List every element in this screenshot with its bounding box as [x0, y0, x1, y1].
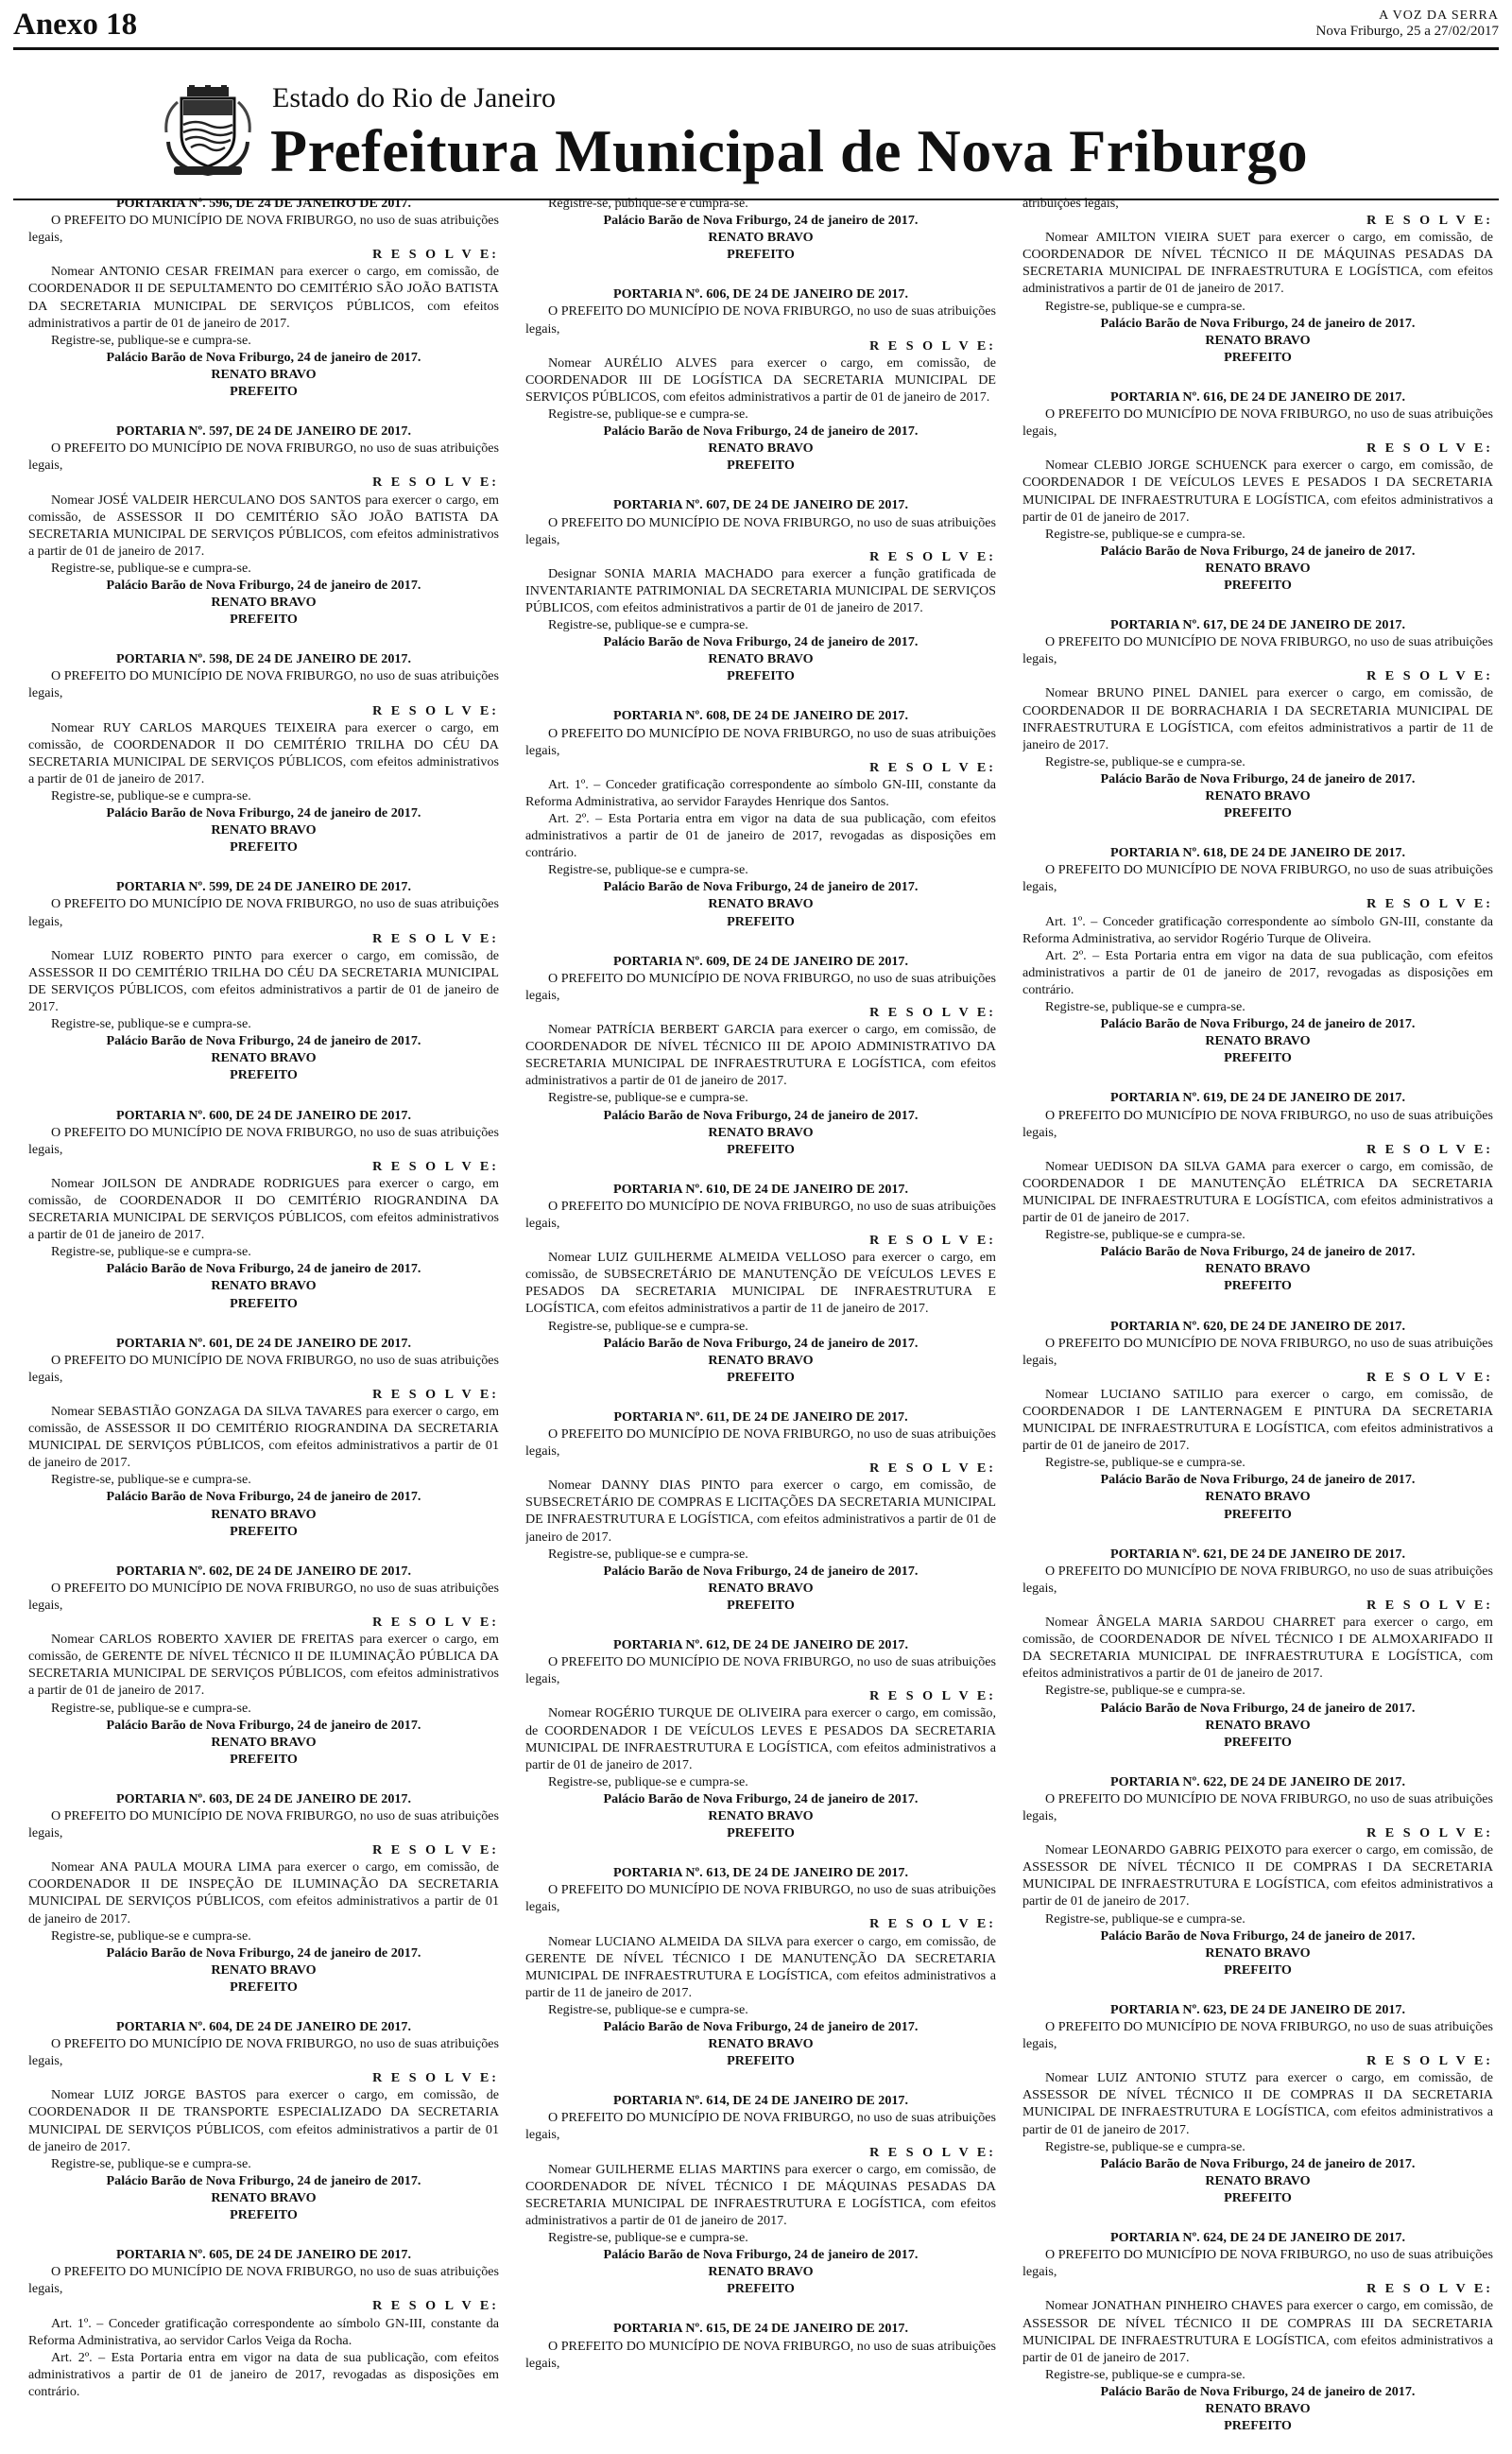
portaria — [525, 1864, 996, 2069]
continued-portaria — [1022, 195, 1493, 366]
portaria-body: Nomear AMILTON VIEIRA SUET para exercer o cargo, em comissão, de COORDENADOR DE NÍVEL TÉCNICO II DE MÁQUINAS PESADAS DA SECRETARIA MUNICIPAL DE INFRAESTRUTURA E LOGÍSTICA, com efeitos administrativos a partir de 01 de janeiro de 2017. — [1022, 230, 1493, 297]
portaria-title: PORTARIA Nº. 608, DE 24 DE JANEIRO DE 2017. — [612, 708, 909, 724]
portaria-body: Art. 1º. – Conceder gratificação correspondente ao símbolo GN-III, constante da Reforma Administrativa, ao servidor Rogério Turque de Oliveira. — [1022, 913, 1493, 946]
portaria — [28, 1563, 499, 1768]
portaria — [28, 1335, 499, 1540]
signer-name: RENATO BRAVO — [211, 366, 317, 382]
signer-role: PREFEITO — [230, 2207, 298, 2223]
portaria — [28, 423, 499, 628]
portaria-preamble: O PREFEITO DO MUNICÍPIO DE NOVA FRIBURGO, no uso de suas atribuições legais, — [525, 970, 996, 1003]
signature-place-date: Palácio Barão de Nova Friburgo, 24 de janeiro de 2017. — [603, 1563, 919, 1579]
signer-name: RENATO BRAVO — [708, 2264, 814, 2280]
signer-role: PREFEITO — [1224, 1506, 1292, 1522]
signer-role: PREFEITO — [727, 2053, 795, 2069]
signer-name: RENATO BRAVO — [211, 595, 317, 611]
portaria-preamble: O PREFEITO DO MUNICÍPIO DE NOVA FRIBURGO, no uso de suas atribuições legais, — [28, 2036, 499, 2069]
portaria — [1022, 844, 1493, 1066]
signer-name: RENATO BRAVO — [211, 1734, 317, 1750]
publish-clause: Registre-se, publique-se e cumpra-se. — [548, 1546, 748, 1562]
portaria-title: PORTARIA Nº. 614, DE 24 DE JANEIRO DE 2017. — [612, 2093, 909, 2109]
portaria — [1022, 2229, 1493, 2434]
portaria — [525, 1408, 996, 1614]
portaria — [1022, 616, 1493, 821]
signature-place-date: Palácio Barão de Nova Friburgo, 24 de janeiro de 2017. — [106, 1717, 421, 1733]
portaria-body: Nomear CARLOS ROBERTO XAVIER DE FREITAS para exercer o cargo, em comissão, de GERENTE DE NÍVEL TÉCNICO II DE ILUMINAÇÃO PÚBLICA DA SECRETARIA MUNICIPAL DE SERVIÇOS PÚBLICOS, com efeitos administrativos a partir de 01 de janeiro de 2017. — [28, 1632, 499, 1699]
signature-place-date: Palácio Barão de Nova Friburgo, 24 de janeiro de 2017. — [106, 1033, 421, 1049]
portaria-body: Nomear ANA PAULA MOURA LIMA para exercer o cargo, em comissão, de COORDENADOR II DE INSPEÇÃO DE ILUMINAÇÃO DA SECRETARIA MUNICIPAL DE SERVIÇOS PÚBLICOS, com efeitos administrativos a partir de 01 de janeiro de 2017. — [28, 1859, 499, 1927]
publish-clause: Registre-se, publique-se e cumpra-se. — [548, 617, 748, 633]
portaria-title: PORTARIA Nº. 618, DE 24 DE JANEIRO DE 2017. — [1109, 845, 1406, 861]
resolve-heading: R E S O L V E: — [372, 1158, 499, 1174]
continued-text: atribuições legais, — [1022, 196, 1119, 211]
resolve-heading: R E S O L V E: — [1366, 1141, 1493, 1157]
signer-name: RENATO BRAVO — [708, 1124, 814, 1140]
signature-place-date: Palácio Barão de Nova Friburgo, 24 de janeiro de 2017. — [106, 349, 421, 365]
portaria-preamble: O PREFEITO DO MUNICÍPIO DE NOVA FRIBURGO, no uso de suas atribuições legais, — [1022, 2019, 1493, 2052]
portaria-body: Art. 2º. – Esta Portaria entra em vigor na data de sua publicação, com efeitos administrativos a partir de 01 de janeiro de 2017, revogadas as disposições em contrário. — [28, 2349, 499, 2399]
resolve-heading: R E S O L V E: — [1366, 441, 1493, 457]
signer-role: PREFEITO — [230, 1523, 298, 1539]
portaria-preamble: O PREFEITO DO MUNICÍPIO DE NOVA FRIBURGO, no uso de suas atribuições legais, — [525, 725, 996, 758]
portaria — [525, 1181, 996, 1386]
portaria-body: Nomear JONATHAN PINHEIRO CHAVES para exercer o cargo, em comissão, de ASSESSOR DE NÍVEL TÉCNICO II DE COMPRAS III DA SECRETARIA MUNICIPAL DE INFRAESTRUTURA E LOGÍSTICA, com efeitos administrativos a partir de 01 de janeiro de 2017. — [1022, 2298, 1493, 2365]
publish-clause: Registre-se, publique-se e cumpra-se. — [548, 1090, 748, 1106]
resolve-heading: R E S O L V E: — [372, 2070, 499, 2086]
page-header — [13, 4, 1499, 50]
signer-name: RENATO BRAVO — [211, 1506, 317, 1522]
portaria-title: PORTARIA Nº. 617, DE 24 DE JANEIRO DE 2017. — [1109, 617, 1406, 633]
resolve-heading: R E S O L V E: — [372, 702, 499, 718]
signer-name: RENATO BRAVO — [211, 822, 317, 838]
portaria-preamble: O PREFEITO DO MUNICÍPIO DE NOVA FRIBURGO, no uso de suas atribuições legais, — [1022, 634, 1493, 667]
annex-label: Anexo 18 — [13, 8, 138, 42]
portaria — [1022, 389, 1493, 594]
publish-clause: Registre-se, publique-se e cumpra-se. — [1045, 753, 1246, 769]
portaria — [1022, 1546, 1493, 1751]
portaria-preamble: O PREFEITO DO MUNICÍPIO DE NOVA FRIBURGO, no uso de suas atribuições legais, — [525, 1882, 996, 1915]
signer-role: PREFEITO — [727, 2281, 795, 2297]
signature-place-date: Palácio Barão de Nova Friburgo, 24 de janeiro de 2017. — [1100, 1244, 1416, 1260]
prefeitura-title: Prefeitura Municipal de Nova Friburgo — [270, 117, 1309, 184]
resolve-heading: R E S O L V E: — [869, 337, 996, 354]
publish-clause: Registre-se, publique-se e cumpra-se. — [548, 1318, 748, 1334]
portaria — [28, 2018, 499, 2223]
portaria-body: Nomear BRUNO PINEL DANIEL para exercer o cargo, em comissão, de COORDENADOR II DE BORRACHARIA I DA SECRETARIA MUNICIPAL DE INFRAESTRUTURA E LOGÍSTICA, com efeitos administrativos a partir de 11 de janeiro de 2017. — [1022, 685, 1493, 752]
signature-place-date: Palácio Barão de Nova Friburgo, 24 de janeiro de 2017. — [106, 2172, 421, 2188]
publish-clause: Registre-se, publique-se e cumpra-se. — [548, 1773, 748, 1789]
portaria-title: PORTARIA Nº. 601, DE 24 DE JANEIRO DE 2017. — [115, 1335, 412, 1351]
publish-clause: Registre-se, publique-se e cumpra-se. — [1045, 298, 1246, 314]
signer-name: RENATO BRAVO — [211, 1278, 317, 1294]
signer-role: PREFEITO — [1224, 577, 1292, 593]
portaria-body: Art. 2º. – Esta Portaria entra em vigor na data de sua publicação, com efeitos administrativos a partir de 01 de janeiro de 2017, revogadas as disposições em contrário. — [1022, 947, 1493, 997]
portaria-preamble: O PREFEITO DO MUNICÍPIO DE NOVA FRIBURGO, no uso de suas atribuições legais, — [525, 514, 996, 547]
signature-place-date: Palácio Barão de Nova Friburgo, 24 de janeiro de 2017. — [106, 1944, 421, 1961]
signer-name: RENATO BRAVO — [1205, 2172, 1311, 2188]
resolve-heading: R E S O L V E: — [372, 1842, 499, 1858]
signer-role: PREFEITO — [727, 1825, 795, 1841]
portaria-title: PORTARIA Nº. 622, DE 24 DE JANEIRO DE 2017. — [1109, 1773, 1406, 1789]
portaria-body: Nomear LUCIANO ALMEIDA DA SILVA para exercer o cargo, em comissão, de GERENTE DE NÍVEL TÉCNICO I DE MANUTENÇÃO DA SECRETARIA MUNICIPAL DE INFRAESTRUTURA E LOGÍSTICA, com efeitos administrativos a partir de 11 de janeiro de 2017. — [525, 1933, 996, 2000]
resolve-heading: R E S O L V E: — [1366, 668, 1493, 684]
portaria-preamble: O PREFEITO DO MUNICÍPIO DE NOVA FRIBURGO, no uso de suas atribuições legais, — [28, 441, 499, 474]
portaria-title: PORTARIA Nº. 615, DE 24 DE JANEIRO DE 2017. — [612, 2321, 909, 2337]
portaria-body: Nomear LUIZ GUILHERME ALMEIDA VELLOSO para exercer o cargo, em comissão, de SUBSECRETÁRIO DE MANUTENÇÃO DE VEÍCULOS LEVES E PESADOS DA SECRETARIA MUNICIPAL DE INFRAESTRUTURA E LOGÍSTICA, com efeitos administrativos a partir de 11 de janeiro de 2017. — [525, 1250, 996, 1317]
signer-role: PREFEITO — [230, 1295, 298, 1311]
portaria-title: PORTARIA Nº. 607, DE 24 DE JANEIRO DE 2017. — [612, 497, 909, 513]
signer-name: RENATO BRAVO — [1205, 332, 1311, 348]
signer-name: RENATO BRAVO — [708, 1352, 814, 1368]
newspaper-name: A VOZ DA SERRA — [1379, 9, 1499, 23]
portaria-body: Nomear LUIZ ROBERTO PINTO para exercer o cargo, em comissão, de ASSESSOR II DO CEMITÉRIO TRILHA DO CÉU DA SECRETARIA MUNICIPAL DE SERVIÇOS PÚBLICOS, com efeitos administrativos a partir de 01 de janeiro de 2017. — [28, 947, 499, 1015]
portaria-title: PORTARIA Nº. 624, DE 24 DE JANEIRO DE 2017. — [1109, 2230, 1406, 2246]
portaria-body: Nomear PATRÍCIA BERBERT GARCIA para exercer o cargo, em comissão, de COORDENADOR DE NÍVEL TÉCNICO III DE APOIO ADMINISTRATIVO DA SECRETARIA MUNICIPAL DE INFRAESTRUTURA E LOGÍSTICA, com efeitos administrativos a partir de 01 de janeiro de 2017. — [525, 1022, 996, 1089]
publish-clause: Registre-se, publique-se e cumpra-se. — [51, 1472, 251, 1488]
portaria — [28, 650, 499, 855]
resolve-heading: R E S O L V E: — [1366, 896, 1493, 912]
portaria-title: PORTARIA Nº. 598, DE 24 DE JANEIRO DE 2017. — [115, 651, 412, 667]
column-3 — [1022, 195, 1493, 2449]
resolve-heading: R E S O L V E: — [869, 1460, 996, 1477]
signature-place-date: Palácio Barão de Nova Friburgo, 24 de janeiro de 2017. — [1100, 2383, 1416, 2399]
resolve-heading: R E S O L V E: — [869, 548, 996, 564]
continued-text: PREFEITO — [727, 247, 795, 263]
signer-name: RENATO BRAVO — [1205, 560, 1311, 576]
signature-place-date: Palácio Barão de Nova Friburgo, 24 de janeiro de 2017. — [106, 1261, 421, 1277]
signer-name: RENATO BRAVO — [1205, 788, 1311, 804]
portaria — [28, 195, 499, 400]
portaria-title: PORTARIA Nº. 596, DE 24 DE JANEIRO DE 2017. — [115, 196, 412, 211]
resolve-heading: R E S O L V E: — [869, 759, 996, 775]
portaria-preamble: O PREFEITO DO MUNICÍPIO DE NOVA FRIBURGO, no uso de suas atribuições legais, — [28, 896, 499, 929]
portaria-title: PORTARIA Nº. 620, DE 24 DE JANEIRO DE 2017. — [1109, 1318, 1406, 1334]
portaria-body: Nomear JOSÉ VALDEIR HERCULANO DOS SANTOS para exercer o cargo, em comissão, de ASSESSOR II DO CEMITÉRIO SÃO JOÃO BATISTA DA SECRETARIA MUNICIPAL DE SERVIÇOS PÚBLICOS, com efeitos administrativos a partir de 01 de janeiro de 2017. — [28, 492, 499, 559]
portaria-preamble: O PREFEITO DO MUNICÍPIO DE NOVA FRIBURGO, no uso de suas atribuições legais, — [28, 1807, 499, 1841]
signer-role: PREFEITO — [727, 913, 795, 929]
signature-place-date: Palácio Barão de Nova Friburgo, 24 de janeiro de 2017. — [1100, 543, 1416, 559]
column-2 — [525, 195, 996, 2449]
portaria-preamble: O PREFEITO DO MUNICÍPIO DE NOVA FRIBURGO, no uso de suas atribuições legais, — [1022, 1790, 1493, 1823]
portaria-preamble: O PREFEITO DO MUNICÍPIO DE NOVA FRIBURGO, no uso de suas atribuições legais, — [525, 2110, 996, 2143]
signature-place-date: Palácio Barão de Nova Friburgo, 24 de janeiro de 2017. — [1100, 770, 1416, 786]
portaria-title: PORTARIA Nº. 610, DE 24 DE JANEIRO DE 2017. — [612, 1181, 909, 1197]
continued-text: Palácio Barão de Nova Friburgo, 24 de janeiro de 2017. — [603, 213, 919, 229]
portaria-title: PORTARIA Nº. 623, DE 24 DE JANEIRO DE 2017. — [1109, 2001, 1406, 2017]
publish-clause: Registre-se, publique-se e cumpra-se. — [1045, 1455, 1246, 1471]
signature-place-date: Palácio Barão de Nova Friburgo, 24 de janeiro de 2017. — [1100, 1016, 1416, 1032]
signature-place-date: Palácio Barão de Nova Friburgo, 24 de janeiro de 2017. — [1100, 1927, 1416, 1944]
publish-clause: Registre-se, publique-se e cumpra-se. — [1045, 2138, 1246, 2154]
portaria-body: Nomear UEDISON DA SILVA GAMA para exercer o cargo, em comissão, de COORDENADOR I DE MANUTENÇÃO ELÉTRICA DA SECRETARIA MUNICIPAL DE INFRAESTRUTURA E LOGÍSTICA, com efeitos administrativos a partir de 01 de janeiro de 2017. — [1022, 1158, 1493, 1226]
resolve-heading: R E S O L V E: — [869, 2144, 996, 2160]
portaria-body: Nomear DANNY DIAS PINTO para exercer o cargo, em comissão, de SUBSECRETÁRIO DE COMPRAS E LICITAÇÕES DA SECRETARIA MUNICIPAL DE INFRAESTRUTURA E LOGÍSTICA, com efeitos administrativos a partir de 01 de janeiro de 2017. — [525, 1478, 996, 1545]
signer-role: PREFEITO — [230, 1751, 298, 1767]
portaria-body: Nomear SEBASTIÃO GONZAGA DA SILVA TAVARES para exercer o cargo, em comissão, de ASSESSOR II DO CEMITÉRIO RIOGRANDINA DA SECRETARIA MUNICIPAL DE SERVIÇOS PÚBLICOS, com efeitos administrativos a partir de 01 de janeiro de 2017. — [28, 1404, 499, 1471]
portaria — [1022, 1089, 1493, 1294]
signer-role: PREFEITO — [1224, 1050, 1292, 1066]
signer-name: RENATO BRAVO — [211, 1961, 317, 1978]
signature-place-date: Palácio Barão de Nova Friburgo, 24 de janeiro de 2017. — [603, 423, 919, 440]
signer-name: RENATO BRAVO — [1205, 1944, 1311, 1961]
portaria-title: PORTARIA Nº. 597, DE 24 DE JANEIRO DE 2017. — [115, 423, 412, 440]
portarias-columns — [28, 195, 1493, 2449]
portaria — [28, 1790, 499, 1996]
publish-clause: Registre-se, publique-se e cumpra-se. — [51, 788, 251, 804]
portaria-title: PORTARIA Nº. 603, DE 24 DE JANEIRO DE 2017. — [115, 1790, 412, 1806]
signer-role: PREFEITO — [230, 612, 298, 628]
resolve-heading: R E S O L V E: — [1366, 1597, 1493, 1613]
publish-clause: Registre-se, publique-se e cumpra-se. — [51, 1244, 251, 1260]
publish-clause: Registre-se, publique-se e cumpra-se. — [51, 1700, 251, 1716]
portaria — [28, 878, 499, 1083]
portaria-preamble: O PREFEITO DO MUNICÍPIO DE NOVA FRIBURGO, no uso de suas atribuições legais, — [28, 1580, 499, 1613]
signer-name: RENATO BRAVO — [708, 896, 814, 912]
signer-name: RENATO BRAVO — [211, 2189, 317, 2205]
signature-place-date: Palácio Barão de Nova Friburgo, 24 de janeiro de 2017. — [106, 577, 421, 593]
portaria-body: Nomear LUCIANO SATILIO para exercer o cargo, em comissão, de COORDENADOR I DE LANTERNAGEM E PINTURA DA SECRETARIA MUNICIPAL DE INFRAESTRUTURA E LOGÍSTICA, com efeitos administrativos a partir de 01 de janeiro de 2017. — [1022, 1386, 1493, 1454]
signer-role: PREFEITO — [230, 384, 298, 400]
portaria-body: Nomear GUILHERME ELIAS MARTINS para exercer o cargo, em comissão, de COORDENADOR DE NÍVEL TÉCNICO I DE MÁQUINAS PESADAS DA SECRETARIA MUNICIPAL DE INFRAESTRUTURA E LOGÍSTICA, com efeitos administrativos a partir de 01 de janeiro de 2017. — [525, 2161, 996, 2228]
portaria-preamble: O PREFEITO DO MUNICÍPIO DE NOVA FRIBURGO, no uso de suas atribuições legais, — [525, 1426, 996, 1460]
signature-place-date: Palácio Barão de Nova Friburgo, 24 de janeiro de 2017. — [603, 2019, 919, 2034]
portaria-body: Nomear RUY CARLOS MARQUES TEIXEIRA para exercer o cargo, em comissão, de COORDENADOR II DO CEMITÉRIO TRILHA DO CÉU DA SECRETARIA MUNICIPAL DE SERVIÇOS PÚBLICOS, com efeitos administrativos a partir de 01 de janeiro de 2017. — [28, 719, 499, 786]
portaria — [525, 2092, 996, 2297]
resolve-heading: R E S O L V E: — [372, 247, 499, 263]
portaria-preamble: O PREFEITO DO MUNICÍPIO DE NOVA FRIBURGO, no uso de suas atribuições legais, — [1022, 1335, 1493, 1368]
publish-clause: Registre-se, publique-se e cumpra-se. — [51, 560, 251, 576]
signature-place-date: Palácio Barão de Nova Friburgo, 24 de janeiro de 2017. — [1100, 315, 1416, 331]
signature-place-date: Palácio Barão de Nova Friburgo, 24 de janeiro de 2017. — [603, 1335, 919, 1351]
signature-place-date: Palácio Barão de Nova Friburgo, 24 de janeiro de 2017. — [603, 634, 919, 650]
resolve-heading: R E S O L V E: — [372, 475, 499, 491]
portaria-body: Nomear AURÉLIO ALVES para exercer o cargo, em comissão, de COORDENADOR III DE LOGÍSTICA DA SECRETARIA MUNICIPAL DE SERVIÇOS PÚBLICOS, com efeitos administrativos a partir de 01 de janeiro de 2017. — [525, 354, 996, 405]
portaria-body: Nomear ANTONIO CESAR FREIMAN para exercer o cargo, em comissão, de COORDENADOR II DE SEPULTAMENTO DO CEMITÉRIO SÃO JOÃO BATISTA DA SECRETARIA MUNICIPAL DE SERVIÇOS PÚBLICOS, com efeitos administrativos a partir de 01 de janeiro de 2017. — [28, 264, 499, 331]
portaria-preamble: O PREFEITO DO MUNICÍPIO DE NOVA FRIBURGO, no uso de suas atribuições legais, — [1022, 406, 1493, 440]
publish-clause: Registre-se, publique-se e cumpra-se. — [548, 862, 748, 878]
portaria-preamble: O PREFEITO DO MUNICÍPIO DE NOVA FRIBURGO, no uso de suas atribuições legais, — [28, 668, 499, 701]
resolve-heading: R E S O L V E: — [869, 1916, 996, 1932]
publish-clause: Registre-se, publique-se e cumpra-se. — [51, 332, 251, 348]
portaria-body: Art. 1º. – Conceder gratificação correspondente ao símbolo GN-III, constante da Reforma Administrativa, ao servidor Faraydes Henrique dos Santos. — [525, 776, 996, 809]
portaria-title: PORTARIA Nº. 619, DE 24 DE JANEIRO DE 2017. — [1109, 1090, 1406, 1106]
resolve-heading: R E S O L V E: — [1366, 1369, 1493, 1385]
portaria-body: Nomear JOILSON DE ANDRADE RODRIGUES para exercer o cargo, em comissão, de COORDENADOR II DO CEMITÉRIO RIOGRANDINA DA SECRETARIA MUNICIPAL DE SERVIÇOS PÚBLICOS, com efeitos administrativos a partir de 01 de janeiro de 2017. — [28, 1175, 499, 1243]
portaria-title: PORTARIA Nº. 612, DE 24 DE JANEIRO DE 2017. — [612, 1637, 909, 1653]
resolve-heading: R E S O L V E: — [869, 1004, 996, 1020]
portaria — [28, 2246, 499, 2400]
portaria-title: PORTARIA Nº. 606, DE 24 DE JANEIRO DE 2017. — [612, 286, 909, 302]
publish-clause: Registre-se, publique-se e cumpra-se. — [51, 2155, 251, 2171]
signer-name: RENATO BRAVO — [1205, 1717, 1311, 1733]
resolve-heading: R E S O L V E: — [372, 930, 499, 946]
portaria — [525, 1636, 996, 1841]
signer-name: RENATO BRAVO — [708, 441, 814, 457]
signature-place-date: Palácio Barão de Nova Friburgo, 24 de janeiro de 2017. — [106, 1489, 421, 1505]
resolve-heading: R E S O L V E: — [1366, 1825, 1493, 1841]
portaria-title: PORTARIA Nº. 605, DE 24 DE JANEIRO DE 2017. — [115, 2247, 412, 2263]
portaria-body: Nomear ROGÉRIO TURQUE DE OLIVEIRA para exercer o cargo, em comissão, de COORDENADOR I DE VEÍCULOS LEVES E PESADOS DA SECRETARIA MUNICIPAL DE INFRAESTRUTURA E LOGÍSTICA, com efeitos administrativos a partir de 01 de janeiro de 2017. — [525, 1705, 996, 1772]
portaria — [1022, 1318, 1493, 1523]
portaria-preamble: O PREFEITO DO MUNICÍPIO DE NOVA FRIBURGO, no uso de suas atribuições legais, — [28, 213, 499, 246]
portaria-preamble: O PREFEITO DO MUNICÍPIO DE NOVA FRIBURGO, no uso de suas atribuições legais, — [1022, 1563, 1493, 1596]
signer-role: PREFEITO — [1224, 349, 1292, 365]
portaria-title: PORTARIA Nº. 604, DE 24 DE JANEIRO DE 2017. — [115, 2019, 412, 2034]
portaria — [525, 285, 996, 474]
signer-role: PREFEITO — [727, 1369, 795, 1385]
portaria-preamble: O PREFEITO DO MUNICÍPIO DE NOVA FRIBURGO, no uso de suas atribuições legais, — [1022, 1107, 1493, 1140]
portaria-title: PORTARIA Nº. 599, DE 24 DE JANEIRO DE 2017. — [115, 879, 412, 895]
portaria — [1022, 1773, 1493, 1979]
signer-name: RENATO BRAVO — [211, 1050, 317, 1066]
signature-place-date: Palácio Barão de Nova Friburgo, 24 de janeiro de 2017. — [603, 2247, 919, 2263]
portaria-body: Designar SONIA MARIA MACHADO para exercer a função gratificada de INVENTARIANTE PATRIMONIAL DA SECRETARIA MUNICIPAL DE SERVIÇOS PÚBLICOS, com efeitos administrativos a partir de 01 de janeiro de 2017. — [525, 565, 996, 615]
resolve-heading: R E S O L V E: — [1366, 2053, 1493, 2069]
signer-name: RENATO BRAVO — [1205, 1033, 1311, 1049]
state-name: Estado do Rio de Janeiro — [272, 82, 556, 113]
portaria — [1022, 2001, 1493, 2206]
portaria-title: PORTARIA Nº. 600, DE 24 DE JANEIRO DE 2017. — [115, 1107, 412, 1123]
signature-place-date: Palácio Barão de Nova Friburgo, 24 de janeiro de 2017. — [1100, 2155, 1416, 2171]
resolve-heading: R E S O L V E: — [869, 1233, 996, 1249]
continued-text: RENATO BRAVO — [708, 230, 814, 246]
signer-role: PREFEITO — [727, 668, 795, 684]
portaria-title: PORTARIA Nº. 611, DE 24 DE JANEIRO DE 2017. — [613, 1408, 908, 1425]
signature-place-date: Palácio Barão de Nova Friburgo, 24 de janeiro de 2017. — [1100, 1700, 1416, 1716]
continued-text: Registre-se, publique-se e cumpra-se. — [548, 196, 748, 211]
portaria-title: PORTARIA Nº. 621, DE 24 DE JANEIRO DE 2017. — [1109, 1546, 1406, 1562]
portaria-body: Nomear CLEBIO JORGE SCHUENCK para exercer o cargo, em comissão, de COORDENADOR I DE VEÍCULOS LEVES E PESADOS I DA SECRETARIA MUNICIPAL DE INFRAESTRUTURA E LOGÍSTICA, com efeitos administrativos a partir de 01 de janeiro de 2017. — [1022, 458, 1493, 525]
portaria — [525, 707, 996, 929]
portaria — [28, 1107, 499, 1312]
continued-portaria — [525, 195, 996, 263]
portaria-body: Nomear LUIZ JORGE BASTOS para exercer o cargo, em comissão, de COORDENADOR II DE TRANSPORTE ESPECIALIZADO DA SECRETARIA MUNICIPAL DE SERVIÇOS PÚBLICOS, com efeitos administrativos a partir de 01 de janeiro de 2017. — [28, 2087, 499, 2154]
signature-place-date: Palácio Barão de Nova Friburgo, 24 de janeiro de 2017. — [603, 1107, 919, 1123]
signer-role: PREFEITO — [1224, 1278, 1292, 1294]
portaria-title: PORTARIA Nº. 613, DE 24 DE JANEIRO DE 2017. — [612, 1865, 909, 1881]
signature-place-date: Palácio Barão de Nova Friburgo, 24 de janeiro de 2017. — [603, 879, 919, 895]
signer-role: PREFEITO — [727, 1597, 795, 1613]
publish-clause: Registre-se, publique-se e cumpra-se. — [1045, 1910, 1246, 1927]
signer-name: RENATO BRAVO — [708, 1807, 814, 1823]
signature-place-date: Palácio Barão de Nova Friburgo, 24 de janeiro de 2017. — [106, 805, 421, 821]
portaria-preamble: O PREFEITO DO MUNICÍPIO DE NOVA FRIBURGO, no uso de suas atribuições legais, — [1022, 2247, 1493, 2280]
publish-clause: Registre-se, publique-se e cumpra-se. — [1045, 1227, 1246, 1243]
publish-clause: Registre-se, publique-se e cumpra-se. — [548, 2230, 748, 2246]
signer-role: PREFEITO — [230, 839, 298, 855]
portaria-preamble: O PREFEITO DO MUNICÍPIO DE NOVA FRIBURGO, no uso de suas atribuições legais, — [28, 2264, 499, 2297]
publish-clause: Registre-se, publique-se e cumpra-se. — [51, 1016, 251, 1032]
portaria-preamble: O PREFEITO DO MUNICÍPIO DE NOVA FRIBURGO, no uso de suas atribuições legais, — [525, 2338, 996, 2371]
signer-role: PREFEITO — [1224, 2418, 1292, 2434]
signer-role: PREFEITO — [1224, 1961, 1292, 1978]
publish-clause: Registre-se, publique-se e cumpra-se. — [1045, 1683, 1246, 1699]
portaria-body: Art. 1º. – Conceder gratificação correspondente ao símbolo GN-III, constante da Reforma Administrativa, ao servidor Carlos Veiga da Rocha. — [28, 2315, 499, 2348]
portaria-body: Nomear LEONARDO GABRIG PEIXOTO para exercer o cargo, em comissão, de ASSESSOR DE NÍVEL TÉCNICO II DE COMPRAS I DA SECRETARIA MUNICIPAL DE INFRAESTRUTURA E LOGÍSTICA, com efeitos administrativos a partir de 01 de janeiro de 2017. — [1022, 1842, 1493, 1910]
edition-date: Nova Friburgo, 25 a 27/02/2017 — [1315, 24, 1499, 39]
portaria-body: Nomear LUIZ ANTONIO STUTZ para exercer o cargo, em comissão, de ASSESSOR DE NÍVEL TÉCNICO II DE COMPRAS II DA SECRETARIA MUNICIPAL DE INFRAESTRUTURA E LOGÍSTICA, com efeitos administrativos a partir de 01 de janeiro de 2017. — [1022, 2070, 1493, 2137]
signer-role: PREFEITO — [230, 1067, 298, 1083]
portaria — [525, 496, 996, 684]
signer-role: PREFEITO — [1224, 1734, 1292, 1750]
signer-name: RENATO BRAVO — [1205, 1489, 1311, 1505]
resolve-heading: R E S O L V E: — [372, 2298, 499, 2314]
portaria-preamble: O PREFEITO DO MUNICÍPIO DE NOVA FRIBURGO, no uso de suas atribuições legais, — [525, 1198, 996, 1231]
portaria-preamble: O PREFEITO DO MUNICÍPIO DE NOVA FRIBURGO, no uso de suas atribuições legais, — [1022, 862, 1493, 895]
publish-clause: Registre-se, publique-se e cumpra-se. — [1045, 2366, 1246, 2382]
resolve-heading: R E S O L V E: — [372, 1386, 499, 1402]
signer-name: RENATO BRAVO — [708, 2036, 814, 2052]
signer-role: PREFEITO — [727, 458, 795, 474]
portaria-title: PORTARIA Nº. 602, DE 24 DE JANEIRO DE 2017. — [115, 1563, 412, 1579]
masthead — [13, 79, 1499, 200]
signer-role: PREFEITO — [1224, 2189, 1292, 2205]
signer-role: PREFEITO — [1224, 805, 1292, 821]
resolve-heading: R E S O L V E: — [869, 1688, 996, 1704]
publish-clause: Registre-se, publique-se e cumpra-se. — [548, 2001, 748, 2017]
signer-name: RENATO BRAVO — [1205, 1261, 1311, 1277]
portaria — [525, 953, 996, 1158]
signer-name: RENATO BRAVO — [1205, 2400, 1311, 2416]
resolve-heading: R E S O L V E: — [1366, 213, 1493, 229]
portaria-body: Art. 2º. – Esta Portaria entra em vigor na data de sua publicação, com efeitos administrativos a partir de 01 de janeiro de 2017, revogadas as disposições em contrário. — [525, 811, 996, 861]
publish-clause: Registre-se, publique-se e cumpra-se. — [1045, 999, 1246, 1015]
portaria-preamble: O PREFEITO DO MUNICÍPIO DE NOVA FRIBURGO, no uso de suas atribuições legais, — [28, 1352, 499, 1385]
newspaper-info — [1316, 8, 1499, 40]
portaria-preamble: O PREFEITO DO MUNICÍPIO DE NOVA FRIBURGO, no uso de suas atribuições legais, — [28, 1124, 499, 1157]
signer-name: RENATO BRAVO — [708, 1580, 814, 1596]
publish-clause: Registre-se, publique-se e cumpra-se. — [548, 406, 748, 423]
resolve-heading: R E S O L V E: — [1366, 2281, 1493, 2297]
column-1 — [28, 195, 499, 2449]
signature-place-date: Palácio Barão de Nova Friburgo, 24 de janeiro de 2017. — [603, 1790, 919, 1806]
portaria-preamble: O PREFEITO DO MUNICÍPIO DE NOVA FRIBURGO, no uso de suas atribuições legais, — [525, 303, 996, 337]
portaria-title: PORTARIA Nº. 616, DE 24 DE JANEIRO DE 2017. — [1109, 389, 1406, 405]
municipal-coat-of-arms-icon — [161, 85, 255, 180]
signer-role: PREFEITO — [727, 1141, 795, 1157]
publish-clause: Registre-se, publique-se e cumpra-se. — [1045, 526, 1246, 542]
resolve-heading: R E S O L V E: — [372, 1615, 499, 1631]
publish-clause: Registre-se, publique-se e cumpra-se. — [51, 1927, 251, 1944]
signer-name: RENATO BRAVO — [708, 651, 814, 667]
portaria-body: Nomear ÂNGELA MARIA SARDOU CHARRET para exercer o cargo, em comissão, de COORDENADOR DE NÍVEL TÉCNICO I DE ALMOXARIFADO II DA SECRETARIA MUNICIPAL DE INFRAESTRUTURA E LOGÍSTICA, com efeitos administrativos a partir de 01 de janeiro de 2017. — [1022, 1615, 1493, 1682]
portaria — [525, 2320, 996, 2371]
signature-place-date: Palácio Barão de Nova Friburgo, 24 de janeiro de 2017. — [1100, 1472, 1416, 1488]
portaria-title: PORTARIA Nº. 609, DE 24 DE JANEIRO DE 2017. — [612, 953, 909, 969]
portaria-preamble: O PREFEITO DO MUNICÍPIO DE NOVA FRIBURGO, no uso de suas atribuições legais, — [525, 1654, 996, 1687]
signer-role: PREFEITO — [230, 1979, 298, 1995]
